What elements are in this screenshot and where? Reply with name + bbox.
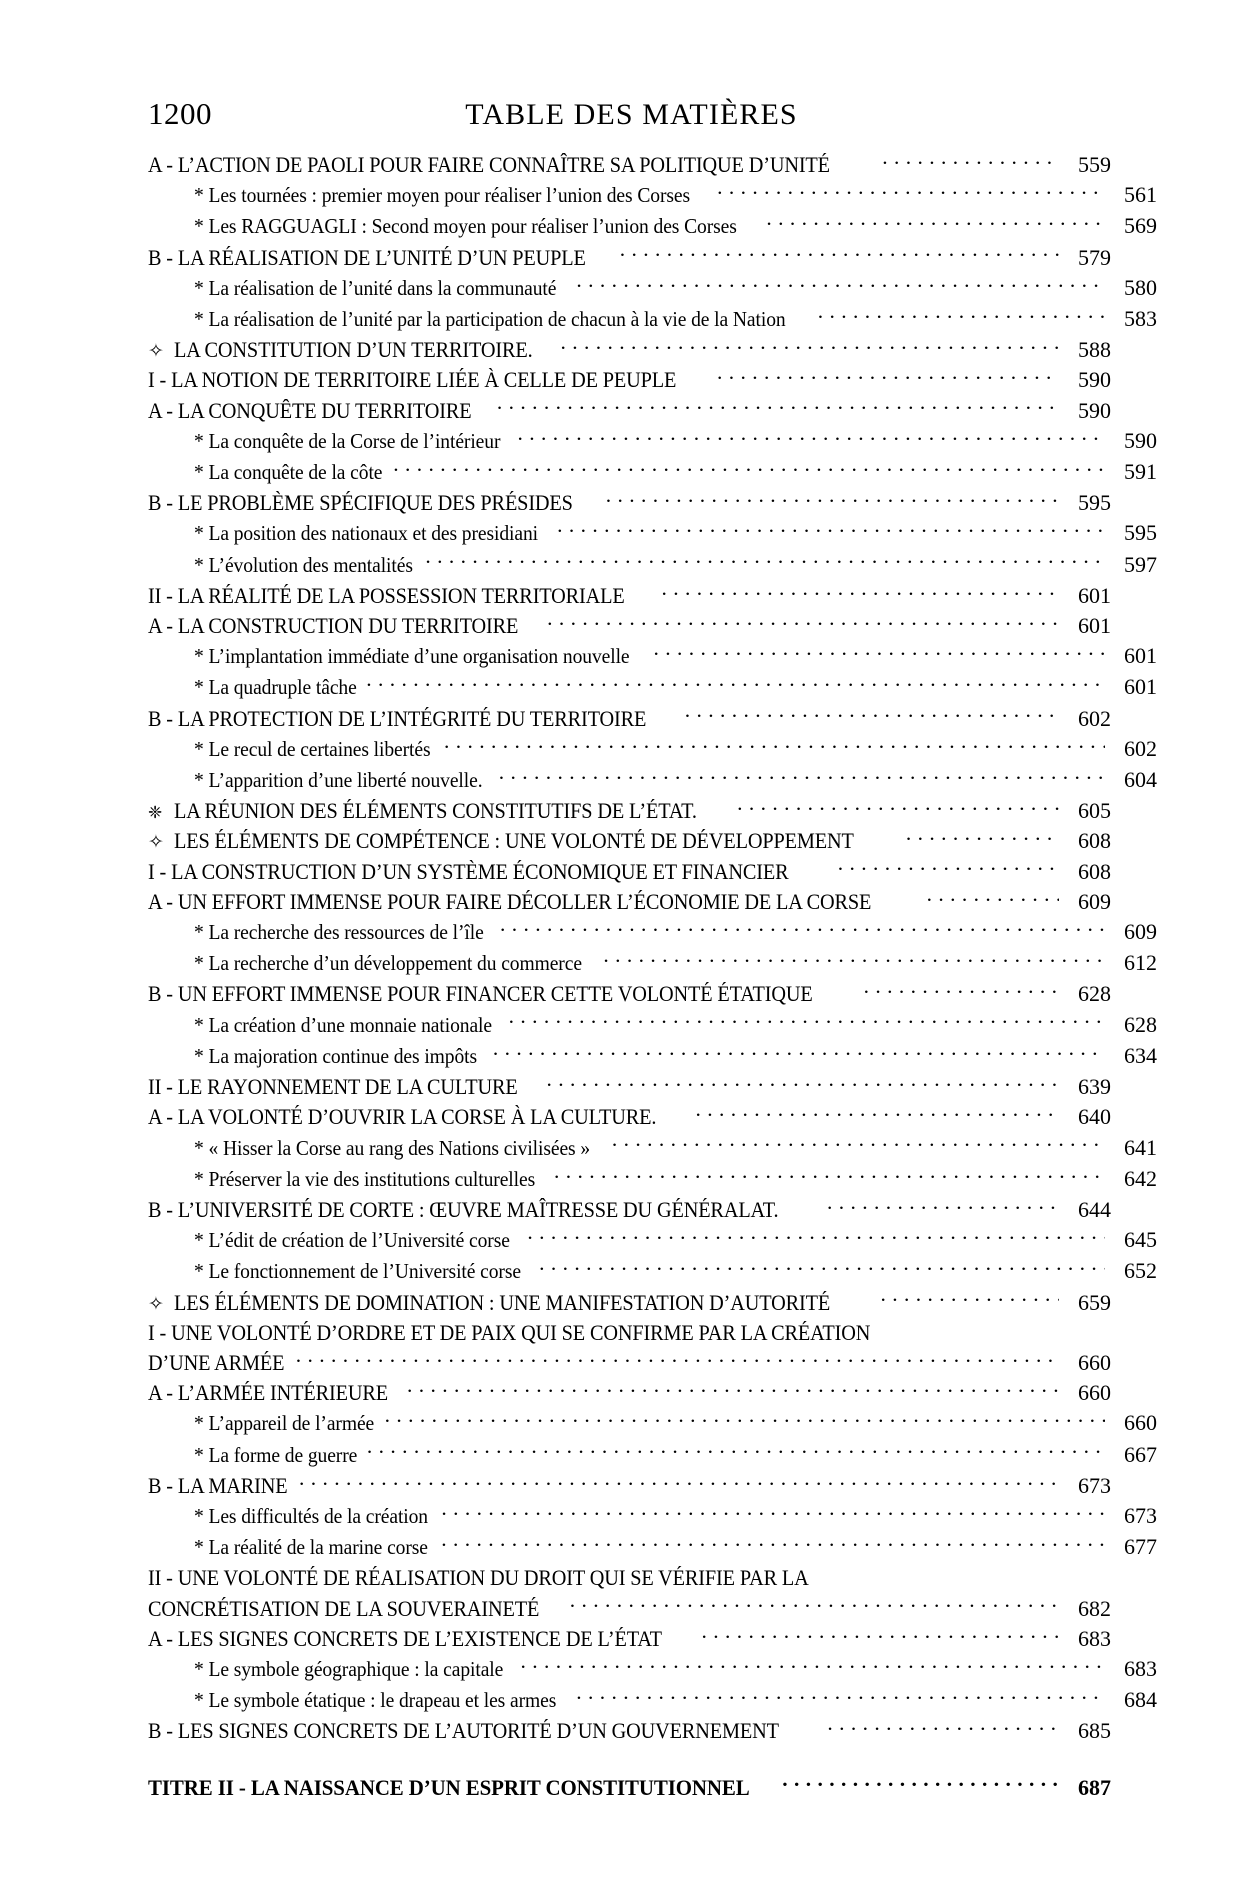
- dot-leader: [766, 212, 1105, 234]
- dot-leader: [603, 949, 1105, 971]
- toc-entry-page-number: 667: [1124, 1441, 1157, 1467]
- toc-entry-page-number: 559: [1078, 152, 1111, 177]
- toc-entry[interactable]: [148, 1010, 1157, 1041]
- toc-entry-label: * La création d’une monnaie nationale: [194, 1014, 492, 1037]
- toc-entry[interactable]: [148, 979, 1111, 1009]
- toc-entry-page-number: 659: [1078, 1289, 1111, 1315]
- toc-entry-page-number: 590: [1078, 397, 1111, 423]
- toc-entry[interactable]: [148, 1256, 1157, 1287]
- toc-entry-label: LA RÉUNION DES ÉLÉMENTS CONSTITUTIFS DE L’ÉTAT.: [174, 799, 697, 824]
- toc-entry[interactable]: [148, 1378, 1111, 1408]
- toc-entry-page-number: 609: [1078, 888, 1111, 914]
- toc-entry-label: * L’évolution des mentalités: [194, 554, 413, 577]
- dot-leader: [367, 1440, 1105, 1462]
- toc-entry[interactable]: [148, 335, 1111, 365]
- toc-entry-label: LES ÉLÉMENTS DE COMPÉTENCE : UNE VOLONTÉ DE DÉVELOPPEMENT: [174, 829, 854, 854]
- toc-entry-page-number: 639: [1078, 1074, 1111, 1100]
- toc-entry-label: II - LE RAYONNEMENT DE LA CULTURE: [148, 1075, 518, 1100]
- toc-entry[interactable]: [148, 1532, 1157, 1563]
- toc-entry[interactable]: [148, 243, 1111, 273]
- dot-leader: [296, 1348, 1059, 1370]
- toc-entry-page-number: 595: [1078, 490, 1111, 516]
- toc-entry-page-number: 677: [1124, 1534, 1157, 1560]
- toc-entry-page-number: 660: [1078, 1380, 1111, 1406]
- toc-entry[interactable]: [148, 211, 1157, 242]
- diamond-star-bullet-icon: ✧: [148, 1293, 164, 1315]
- dot-leader: [499, 766, 1105, 788]
- dot-leader: [620, 243, 1059, 265]
- toc-entry-page-number: 569: [1124, 213, 1157, 239]
- toc-entry-label: * Le fonctionnement de l’Université corse: [194, 1261, 521, 1284]
- toc-entry-page-number: 641: [1124, 1134, 1157, 1160]
- toc-entry-label: B - L’UNIVERSITÉ DE CORTE : ŒUVRE MAÎTRESSE DU GÉNÉRALAT.: [148, 1197, 779, 1222]
- toc-entry[interactable]: [148, 948, 1157, 979]
- toc-entry-label: * Les tournées : premier moyen pour réaliser l’union des Corses: [194, 185, 691, 208]
- toc-entry-label: * La conquête de la Corse de l’intérieur: [194, 430, 501, 453]
- rosette-bullet-icon: ❈: [148, 803, 163, 823]
- dot-leader: [717, 366, 1059, 388]
- diamond-star-bullet-icon: ✧: [148, 832, 164, 854]
- toc-entry[interactable]: [148, 1348, 1111, 1378]
- toc-entry-page-number: 640: [1078, 1104, 1111, 1130]
- toc-entry-page-number: 682: [1078, 1595, 1111, 1621]
- toc-entry-page-number: 601: [1078, 613, 1111, 639]
- dot-leader: [509, 1010, 1105, 1032]
- toc-entry-label: I - LA NOTION DE TERRITOIRE LIÉE À CELLE DE PEUPLE: [148, 368, 677, 393]
- toc-entry-label: * La recherche des ressources de l’île: [194, 922, 484, 945]
- toc-entry-label: CONCRÉTISATION DE LA SOUVERAINETÉ: [148, 1596, 540, 1621]
- toc-entry-label: LES ÉLÉMENTS DE DOMINATION : UNE MANIFESTATION D’AUTORITÉ: [174, 1290, 831, 1315]
- dot-leader: [864, 980, 1059, 1002]
- dot-leader: [441, 1533, 1105, 1555]
- toc-entry-page-number: 602: [1124, 735, 1157, 761]
- toc-entry-label: * La réalisation de l’unité dans la communauté: [194, 277, 557, 300]
- dot-leader: [717, 181, 1105, 203]
- toc-entry-page-number: 588: [1078, 337, 1111, 363]
- dot-leader: [407, 1379, 1059, 1401]
- toc-entry-page-number: 684: [1124, 1687, 1157, 1713]
- toc-entry[interactable]: [148, 304, 1157, 335]
- toc-entry-page-number: 660: [1078, 1349, 1111, 1375]
- toc-entry[interactable]: [148, 734, 1157, 765]
- dot-leader: [927, 887, 1059, 909]
- dot-leader: [685, 704, 1059, 726]
- toc-entry-label: II - UNE VOLONTÉ DE RÉALISATION DU DROIT QUI SE VÉRIFIE PAR LA: [148, 1566, 809, 1591]
- toc-entry-page-number: 673: [1078, 1472, 1111, 1498]
- dot-leader: [827, 1195, 1059, 1217]
- dot-leader: [441, 1501, 1105, 1523]
- dot-leader: [547, 612, 1059, 634]
- dot-leader: [393, 458, 1105, 480]
- toc-entry-page-number: 601: [1124, 674, 1157, 700]
- toc-entry-page-number: 634: [1124, 1042, 1157, 1068]
- toc-entry-label: * La conquête de la côte: [194, 462, 383, 485]
- toc-entry-label: * La forme de guerre: [194, 1444, 358, 1467]
- toc-entry-label: * Le symbole géographique : la capitale: [194, 1658, 504, 1681]
- toc-entry-page-number: 608: [1078, 858, 1111, 884]
- dot-leader: [561, 336, 1059, 358]
- toc-entry-page-number: 687: [1078, 1774, 1111, 1800]
- dot-leader: [570, 1594, 1059, 1616]
- toc-entry[interactable]: [148, 887, 1111, 917]
- toc-entry-label: B - LA PROTECTION DE L’INTÉGRITÉ DU TERRITOIRE: [148, 706, 647, 731]
- toc-entry-page-number: 580: [1124, 274, 1157, 300]
- toc-entry-label: B - LES SIGNES CONCRETS DE L’AUTORITÉ D’UN GOUVERNEMENT: [148, 1719, 779, 1744]
- toc-entry-continuation[interactable]: [148, 1318, 1111, 1348]
- toc-entry-label: * L’édit de création de l’Université corse: [194, 1230, 510, 1253]
- dot-leader: [838, 857, 1059, 879]
- toc-entry-label: A - LA CONQUÊTE DU TERRITOIRE: [148, 398, 472, 423]
- toc-entry-page-number: 628: [1124, 1011, 1157, 1037]
- toc-entry[interactable]: [148, 1288, 1111, 1318]
- dot-leader: [520, 1654, 1105, 1676]
- toc-entry-label: A - LA VOLONTÉ D’OUVRIR LA CORSE À LA CULTURE.: [148, 1105, 657, 1130]
- toc-entry-page-number: 605: [1078, 798, 1111, 824]
- toc-entry-label: * La position des nationaux et des presidiani: [194, 523, 539, 546]
- dot-leader: [527, 1226, 1105, 1248]
- toc-entry-page-number: 601: [1078, 582, 1111, 608]
- toc-entry[interactable]: [148, 488, 1111, 518]
- toc-entry[interactable]: [148, 765, 1157, 796]
- toc-entry-label: * Les difficultés de la création: [194, 1505, 428, 1528]
- toc-entry-page-number: 645: [1124, 1227, 1157, 1253]
- toc-entry-label: A - LES SIGNES CONCRETS DE L’EXISTENCE DE L’ÉTAT: [148, 1626, 662, 1651]
- dot-leader: [539, 1257, 1105, 1279]
- toc-entry[interactable]: [148, 457, 1157, 488]
- toc-entry-label: B - UN EFFORT IMMENSE POUR FINANCER CETTE VOLONTÉ ÉTATIQUE: [148, 982, 813, 1007]
- toc-entry-page-number: 561: [1124, 182, 1157, 208]
- toc-entry[interactable]: [148, 1133, 1157, 1164]
- toc-entry[interactable]: [148, 1102, 1111, 1132]
- dot-leader: [554, 1164, 1105, 1186]
- toc-entry[interactable]: [148, 1716, 1111, 1746]
- toc-entry[interactable]: [148, 581, 1111, 611]
- toc-entry-titre[interactable]: [148, 1773, 1111, 1803]
- dot-leader: [906, 827, 1059, 849]
- toc-entry[interactable]: [148, 550, 1157, 581]
- toc-entry-page-number: 652: [1124, 1258, 1157, 1284]
- toc-entry-label: B - LA MARINE: [148, 1473, 288, 1498]
- toc-entry-label: B - LA RÉALISATION DE L’UNITÉ D’UN PEUPLE: [148, 245, 586, 270]
- toc-entry[interactable]: [148, 796, 1111, 826]
- toc-entry[interactable]: [148, 672, 1157, 703]
- toc-entry-label: A - L’ACTION DE PAOLI POUR FAIRE CONNAÎTRE SA POLITIQUE D’UNITÉ: [148, 153, 830, 177]
- toc-entry-label: II - LA RÉALITÉ DE LA POSSESSION TERRITORIALE: [148, 583, 625, 608]
- toc-entry-label: * La recherche d’un développement du commerce: [194, 953, 582, 976]
- toc-entry[interactable]: [148, 611, 1111, 641]
- toc-entry-label: A - UN EFFORT IMMENSE POUR FAIRE DÉCOLLER L’ÉCONOMIE DE LA CORSE: [148, 889, 872, 914]
- toc-entry[interactable]: [148, 1501, 1157, 1532]
- toc-entry[interactable]: [148, 1041, 1157, 1072]
- toc-entry[interactable]: [148, 826, 1111, 856]
- toc-entry[interactable]: [148, 1072, 1111, 1102]
- toc-entry-label: TITRE II - LA NAISSANCE D’UN ESPRIT CONSTITUTIONNEL: [148, 1774, 750, 1800]
- toc-entry[interactable]: [148, 641, 1157, 672]
- toc-entry-label: * L’appareil de l’armée: [194, 1413, 375, 1436]
- toc-entry-label: D’UNE ARMÉE: [148, 1350, 285, 1375]
- toc-entry-label: LA CONSTITUTION D’UN TERRITOIRE.: [174, 338, 533, 363]
- toc-entry-page-number: 673: [1124, 1502, 1157, 1528]
- toc-entry-label: * La réalisation de l’unité par la participation de chacun à la vie de la Nation: [194, 309, 786, 332]
- dot-leader: [385, 1409, 1105, 1431]
- toc-entry-page-number: 685: [1078, 1718, 1111, 1744]
- toc-entry-page-number: 642: [1124, 1165, 1157, 1191]
- toc-entry-label: * Le recul de certaines libertés: [194, 738, 431, 761]
- toc-entry-page-number: 683: [1078, 1625, 1111, 1651]
- toc-entry-label: * L’implantation immédiate d’une organisation nouvelle: [194, 646, 630, 669]
- toc-entry-label: * L’apparition d’une liberté nouvelle.: [194, 770, 483, 793]
- dot-leader: [612, 1133, 1105, 1155]
- dot-leader: [576, 273, 1105, 295]
- dot-leader: [500, 918, 1105, 940]
- toc-entry-page-number: 583: [1124, 306, 1157, 332]
- toc-entry-page-number: 579: [1078, 244, 1111, 270]
- toc-entry[interactable]: [148, 150, 1111, 180]
- diamond-star-bullet-icon: ✧: [148, 341, 164, 363]
- toc-entry[interactable]: [148, 518, 1157, 549]
- dot-leader: [702, 1624, 1059, 1646]
- toc-entry[interactable]: [148, 396, 1111, 426]
- toc-entry-label: * La majoration continue des impôts: [194, 1045, 478, 1068]
- running-head: [148, 98, 1111, 138]
- section-spacer: [148, 1747, 1111, 1773]
- toc-entry[interactable]: [148, 1471, 1111, 1501]
- dot-leader: [493, 1041, 1105, 1063]
- dot-leader: [557, 519, 1105, 541]
- dot-leader: [366, 673, 1105, 695]
- toc-entry-label: A - LA CONSTRUCTION DU TERRITOIRE: [148, 614, 519, 639]
- dot-leader: [299, 1471, 1059, 1493]
- toc-entry[interactable]: [148, 1440, 1157, 1471]
- toc-entry-page-number: 590: [1078, 367, 1111, 393]
- toc-entry-label: * Le symbole étatique : le drapeau et les armes: [194, 1690, 557, 1713]
- toc-entry[interactable]: [148, 1654, 1157, 1685]
- dot-leader: [827, 1717, 1059, 1739]
- toc-entry-page-number: 683: [1124, 1655, 1157, 1681]
- toc-entry-label: * La réalité de la marine corse: [194, 1537, 428, 1560]
- toc-entry-page-number: 595: [1124, 520, 1157, 546]
- dot-leader: [444, 734, 1105, 756]
- toc-entry-page-number: 604: [1124, 767, 1157, 793]
- dot-leader: [497, 396, 1059, 418]
- toc-entry-page-number: 590: [1124, 427, 1157, 453]
- toc-entry-label: I - LA CONSTRUCTION D’UN SYSTÈME ÉCONOMIQUE ET FINANCIER: [148, 859, 789, 884]
- toc-entry-page-number: 597: [1124, 551, 1157, 577]
- toc-entry-continuation[interactable]: [148, 1563, 1111, 1593]
- toc-entry-page-number: 602: [1078, 705, 1111, 731]
- toc-entry-label: * Préserver la vie des institutions culturelles: [194, 1168, 536, 1191]
- toc-entry-page-number: 609: [1124, 919, 1157, 945]
- dot-leader: [818, 305, 1105, 327]
- dot-leader: [881, 1288, 1059, 1310]
- dot-leader: [696, 1103, 1059, 1125]
- dot-leader: [576, 1686, 1105, 1708]
- toc-entry[interactable]: [148, 1408, 1157, 1439]
- page-title: TABLE DES MATIÈRES: [465, 98, 798, 131]
- toc-entry-label: * Les RAGGUAGLI : Second moyen pour réaliser l’union des Corses: [194, 216, 737, 239]
- toc-entry-page-number: 591: [1124, 459, 1157, 485]
- dot-leader: [653, 642, 1105, 664]
- toc-entry-page-number: 608: [1078, 828, 1111, 854]
- dot-leader: [782, 1773, 1059, 1795]
- toc-entry-page-number: 612: [1124, 950, 1157, 976]
- table-of-contents: [148, 150, 1157, 1803]
- toc-entry[interactable]: [148, 1624, 1111, 1654]
- toc-entry[interactable]: [148, 1594, 1111, 1624]
- dot-leader: [546, 1073, 1059, 1095]
- toc-entry-label: * La quadruple tâche: [194, 677, 357, 700]
- dot-leader: [425, 550, 1105, 572]
- toc-entry-page-number: 660: [1124, 1410, 1157, 1436]
- toc-entry-label: * « Hisser la Corse au rang des Nations civilisées »: [194, 1137, 591, 1160]
- toc-entry[interactable]: [148, 1225, 1157, 1256]
- toc-entry[interactable]: [148, 365, 1111, 395]
- dot-leader: [518, 426, 1105, 448]
- toc-entry[interactable]: [148, 426, 1157, 457]
- toc-entry-page-number: 601: [1124, 643, 1157, 669]
- toc-entry[interactable]: [148, 704, 1111, 734]
- toc-entry[interactable]: [148, 1164, 1157, 1195]
- toc-entry-label: I - UNE VOLONTÉ D’ORDRE ET DE PAIX QUI SE CONFIRME PAR LA CRÉATION: [148, 1320, 871, 1345]
- toc-entry-label: A - L’ARMÉE INTÉRIEURE: [148, 1381, 388, 1406]
- toc-entry[interactable]: [148, 1195, 1111, 1225]
- toc-entry[interactable]: [148, 180, 1157, 211]
- toc-entry[interactable]: [148, 917, 1157, 948]
- toc-entry-page-number: 644: [1078, 1196, 1111, 1222]
- dot-leader: [882, 151, 1059, 173]
- toc-entry-page-number: 628: [1078, 981, 1111, 1007]
- dot-leader: [737, 797, 1059, 819]
- toc-entry[interactable]: [148, 1685, 1157, 1716]
- toc-entry[interactable]: [148, 273, 1157, 304]
- toc-entry-label: B - LE PROBLÈME SPÉCIFIQUE DES PRÉSIDES: [148, 491, 573, 516]
- dot-leader: [606, 489, 1059, 511]
- page-folio: 1200: [148, 96, 212, 131]
- toc-entry[interactable]: [148, 857, 1111, 887]
- dot-leader: [662, 581, 1059, 603]
